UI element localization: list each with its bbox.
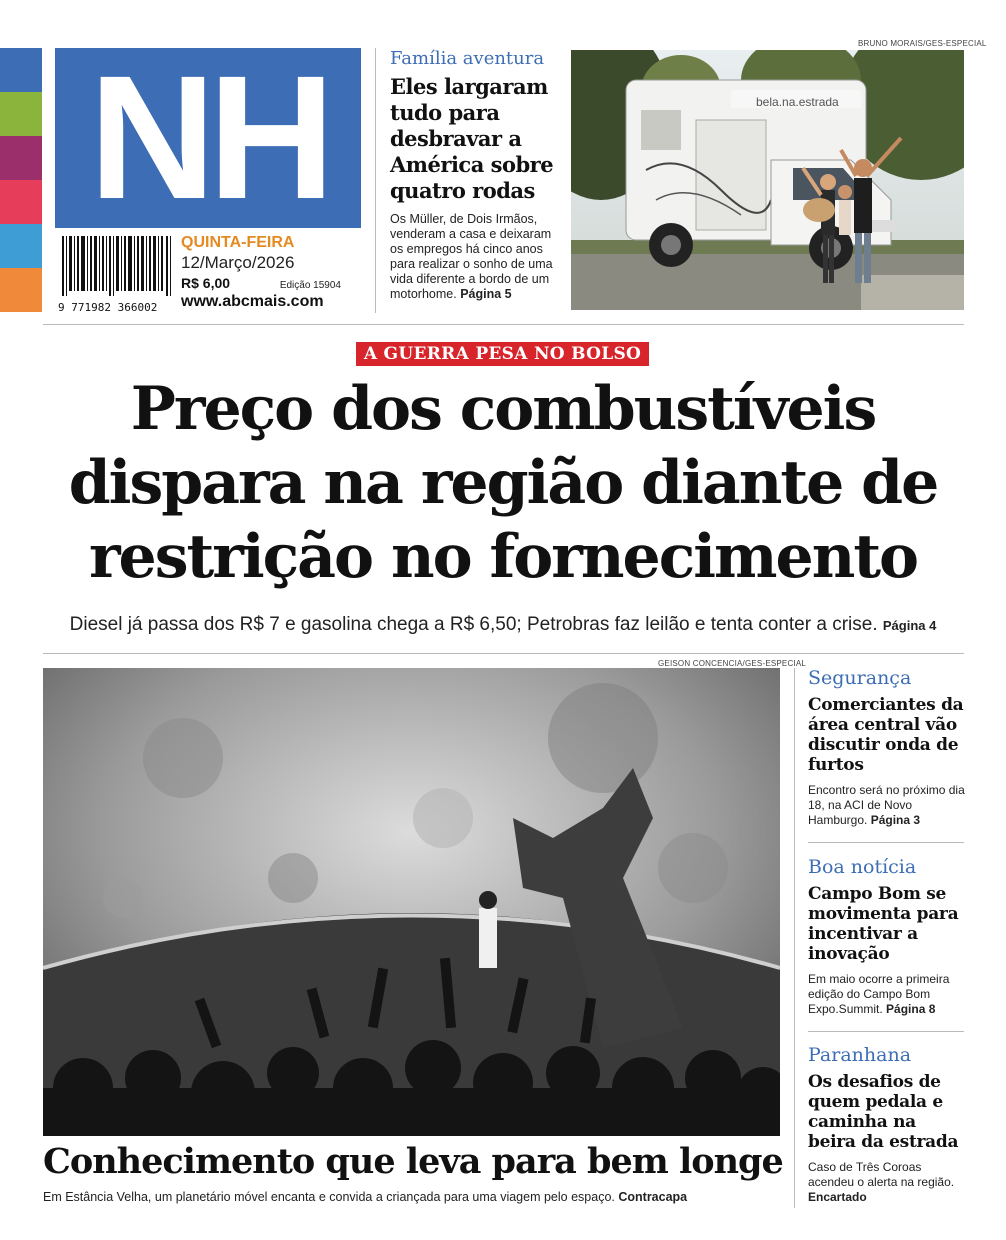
masthead-info bbox=[181, 234, 361, 311]
sidebar-kicker: Boa notícia bbox=[808, 856, 917, 878]
sidebar-body bbox=[808, 972, 966, 1017]
logo-text: NH bbox=[88, 40, 328, 236]
strip-pink bbox=[0, 180, 42, 224]
sidebar-page[interactable]: Página 3 bbox=[870, 813, 921, 827]
divider bbox=[43, 653, 964, 654]
sidebar-page[interactable]: Página 8 bbox=[886, 1002, 936, 1016]
sidebar-headline[interactable]: Campo Bom se movimenta para incentivar a inovação bbox=[808, 884, 959, 964]
sidebar-page[interactable]: Encartado bbox=[808, 1190, 867, 1204]
sidebar-story-seguranca[interactable] bbox=[808, 667, 966, 828]
photo-story-text: Em Estância Velha, um planetário móvel encanta e convida a criançada para uma viagem pelo espaço. bbox=[43, 1190, 615, 1204]
sidebar-text: Caso de Três Coroas acendeu o alerta na região. bbox=[808, 1160, 955, 1189]
top-story-kicker: Família aventura bbox=[390, 48, 545, 69]
sidebar-kicker: Segurança bbox=[808, 667, 912, 689]
sidebar-headline[interactable]: Os desafios de quem pedala e caminha na beira da estrada bbox=[808, 1072, 959, 1152]
issue-date: 12/Março/2026 bbox=[181, 253, 295, 272]
sidebar-text: Encontro será no próximo dia 18, na ACI de Novo Hamburgo. bbox=[808, 783, 965, 827]
planetarium-illustration bbox=[43, 668, 780, 1136]
divider bbox=[808, 842, 964, 843]
main-headline[interactable]: Preço dos combustíveis dispara na região diante de restrição no fornecimento bbox=[68, 374, 938, 592]
photo-story-headline[interactable]: Conhecimento que leva para bem longe bbox=[43, 1141, 783, 1182]
sidebar-body bbox=[808, 1160, 966, 1205]
barcode-number: 9 771982 366002 bbox=[58, 301, 158, 314]
strip-cyan bbox=[0, 224, 42, 268]
color-strip bbox=[0, 48, 42, 313]
main-page-ref[interactable]: Página 4 bbox=[882, 618, 937, 633]
sidebar-kicker: Paranhana bbox=[808, 1044, 912, 1066]
barcode-icon bbox=[62, 236, 172, 296]
divider bbox=[43, 324, 964, 325]
sidebar-headline[interactable]: Comerciantes da área central vão discutir onda de furtos bbox=[808, 695, 964, 775]
motorhome-illustration bbox=[571, 50, 964, 310]
divider bbox=[808, 1031, 964, 1032]
edition-number: Edição 15904 bbox=[279, 280, 341, 291]
top-story-body bbox=[390, 212, 562, 302]
strip-blue bbox=[0, 48, 42, 92]
sidebar-body bbox=[808, 783, 966, 828]
planetarium-photo bbox=[43, 668, 780, 1136]
weekday: QUINTA-FEIRA bbox=[181, 234, 295, 251]
issue-price: R$ 6,00 bbox=[181, 275, 231, 291]
main-subhead bbox=[30, 614, 976, 636]
website-link[interactable]: www.abcmais.com bbox=[181, 293, 324, 310]
strip-green bbox=[0, 92, 42, 136]
top-story-headline[interactable]: Eles largaram tudo para desbravar a América sobre quatro rodas bbox=[390, 74, 554, 203]
main-story-tag: A GUERRA PESA NO BOLSO bbox=[356, 342, 649, 366]
divider bbox=[794, 668, 795, 1208]
divider bbox=[375, 48, 376, 313]
sidebar-story-paranhana[interactable] bbox=[808, 1044, 966, 1205]
photo-story-subhead bbox=[43, 1190, 783, 1204]
top-story-page[interactable]: Página 5 bbox=[460, 287, 512, 301]
top-story[interactable] bbox=[390, 48, 562, 302]
motorhome-text: bela.na.estrada bbox=[756, 95, 839, 109]
motorhome-photo bbox=[571, 50, 964, 310]
price-row bbox=[181, 275, 341, 291]
photo-credit: GEISON CONCENCIA/GES-ESPECIAL bbox=[658, 659, 807, 668]
photo-story-page[interactable]: Contracapa bbox=[618, 1190, 688, 1204]
sidebar-text: Em maio ocorre a primeira edição do Campo Bom Expo.Summit. bbox=[808, 972, 950, 1016]
photo-credit: BRUNO MORAIS/GES-ESPECIAL bbox=[858, 39, 987, 48]
strip-orange bbox=[0, 268, 42, 312]
strip-purple bbox=[0, 136, 42, 180]
sidebar-story-boa-noticia[interactable] bbox=[808, 856, 966, 1017]
top-story-text: Os Müller, de Dois Irmãos, venderam a casa e deixaram os empregos há cinco anos para realizar o sonho de uma vida diferente a bordo de um motorhome. bbox=[390, 212, 553, 301]
main-subhead-text: Diesel já passa dos R$ 7 e gasolina chega a R$ 6,50; Petrobras faz leilão e tenta conter a crise. bbox=[69, 614, 878, 635]
newspaper-logo[interactable] bbox=[55, 40, 361, 236]
